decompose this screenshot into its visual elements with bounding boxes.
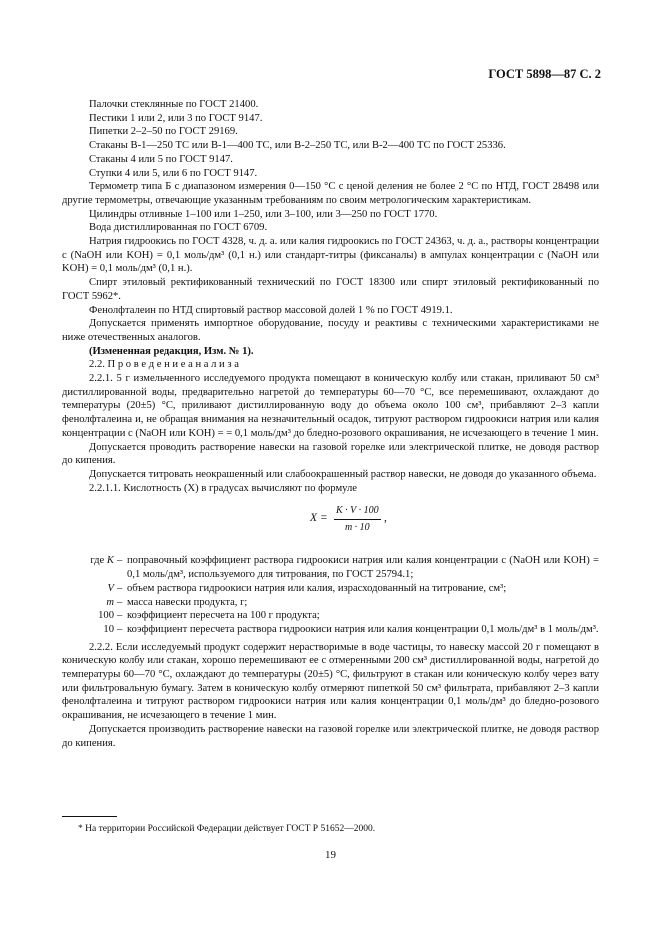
paragraph: Пипетки 2–2–50 по ГОСТ 29169. xyxy=(89,126,238,138)
running-header: ГОСТ 5898—87 С. 2 xyxy=(488,67,601,81)
paragraph: Термометр типа Б с диапазоном измерения 0—150 °С с ценой деления не более 2 °С по НТД, ГОСТ 28498 или другие термометры, отвечающие указанным требованиям по своим метрологическим характеристикам. xyxy=(62,181,599,206)
body-text xyxy=(62,98,599,750)
paragraph: Пестики 1 или 2, или 3 по ГОСТ 9147. xyxy=(89,112,263,124)
definition-symbol: V xyxy=(107,582,114,594)
definition-text: коэффициент пересчета на 100 г продукта; xyxy=(127,610,320,622)
page-number: 19 xyxy=(325,849,336,861)
formula-lhs: X = xyxy=(310,512,328,525)
definition-text: масса навески продукта, г; xyxy=(127,596,248,608)
definition-text: объем раствора гидроокиси натрия или калия, израсходованный на титрование, см³; xyxy=(127,582,507,594)
section-heading: 2.2. П р о в е д е н и е а н а л и з а xyxy=(89,359,239,371)
paragraph: Допускается производить растворение навески на газовой горелке или электрической плитке, не доводя раствор до кипения. xyxy=(62,723,599,749)
paragraph: Вода дистиллированная по ГОСТ 6709. xyxy=(89,222,268,234)
definition-symbol: m xyxy=(106,596,114,608)
definition-text: поправочный коэффициент раствора гидроокиси натрия или калия концентрации c (NaOH или KOH) = 0,1 моль/дм³, используемого для титрования, по ГОСТ 25794.1; xyxy=(127,555,599,581)
paragraph: Цилиндры отливные 1–100 или 1–250, или 3–100, или 3—250 по ГОСТ 1770. xyxy=(89,208,438,220)
definition-text: коэффициент пересчета раствора гидроокиси натрия или калия концентрации 0,1 моль/дм³ в 1 моль/дм³. xyxy=(127,623,599,635)
paragraph: Стаканы 4 или 5 по ГОСТ 9147. xyxy=(89,153,233,165)
paragraph: Стаканы В-1—250 ТС или В-1—400 ТС, или В-2–250 ТС, или В-2—400 ТС по ГОСТ 25336. xyxy=(89,140,506,152)
formula-fraction xyxy=(334,504,381,534)
definitions-list xyxy=(62,554,599,636)
paragraph: Палочки стеклянные по ГОСТ 21400. xyxy=(89,99,259,110)
definition-symbol: 10 xyxy=(103,623,114,635)
amendment-note: (Измененная редакция, Изм. № 1). xyxy=(89,345,254,357)
definition-row: V – объем раствора гидроокиси натрия или калия, израсходованный на титрование, см³; xyxy=(62,582,599,596)
paragraph: 2.2.2. Если исследуемый продукт содержит нерастворимые в воде частицы, то навеску массой 20 г помещают в коническую колбу или стакан, хорошо перемешивают ее с отмеренными 200 см³ дистиллированной воды, нагретой до температуры 60—70 °С, охлаждают до температуры (20±5) °С, фильтруют в стакан или коническую колбу через вату или фильтровальную бумагу. Затем в коническую колбу отмеряют пипеткой 50 см³ фильтрата, прибавляют 2–3 капли фенолфталеина и титруют раствором гидроокиси натрия или калия концентрации 0,1 моль/дм³ до бледно-розового окрашивания, не исчезающего в течение 1 мин. xyxy=(62,641,599,722)
paragraph: 2.2.1. 5 г измельченного исследуемого продукта помещают в коническую колбу или стакан, приливают 50 см³ дистиллированной воды, предварительно нагретой до температуры 60—70 °С, все перемешивают, охлаждают до температуры (20±5) °С, приливают дистиллированную воду до объема около 100 см³, прибавляют 2–3 капли фенолфталеина и, не обращая внимания на незначительный осадок, титруют раствором гидроокиси натрия или калия концентрации c (NaOH или KOH) = = 0,1 моль/дм³ до бледно-розового окрашивания, не исчезающего в течение 1 мин. xyxy=(62,373,599,439)
footnote-separator xyxy=(62,816,117,817)
paragraph: Спирт этиловый ректификованный технический по ГОСТ 18300 или спирт этиловый ректификованный по ГОСТ 5962*. xyxy=(62,277,599,302)
paragraph: Допускается титровать неокрашенный или слабоокрашенный раствор навески, не доводя до указанного объема. xyxy=(89,468,597,480)
definition-row: где K – поправочный коэффициент раствора гидроокиси натрия или калия концентрации c (NaOH или KOH) = 0,1 моль/дм³, используемого для титрования, по ГОСТ 25794.1; xyxy=(62,554,599,581)
formula-denominator: m · 10 xyxy=(344,522,370,534)
definition-row: 100 – коэффициент пересчета на 100 г продукта; xyxy=(62,609,599,623)
formula xyxy=(62,505,599,542)
definition-where: где K xyxy=(90,555,114,567)
paragraph: Фенолфталеин по НТД спиртовый раствор массовой долей 1 % по ГОСТ 4919.1. xyxy=(89,304,453,316)
formula-tail: , xyxy=(384,512,387,525)
paragraph: Ступки 4 или 5, или 6 по ГОСТ 9147. xyxy=(89,167,258,179)
paragraph: Натрия гидроокись по ГОСТ 4328, ч. д. а. или калия гидроокись по ГОСТ 24363, ч. д. а., растворы концентрации c (NaOH или KOH) = 0,1 моль/дм³ (0,1 н.) или стандарт-титры (фиксаналы) в ампулах концентрации c (NaOH или KOH) = 0,1 моль/дм³ (0,1 н.). xyxy=(62,236,599,275)
definition-row: m – масса навески продукта, г; xyxy=(62,596,599,610)
definition-row: 10 – коэффициент пересчета раствора гидроокиси натрия или калия концентрации 0,1 моль/дм³ в 1 моль/дм³. xyxy=(62,623,599,637)
paragraph: 2.2.1.1. Кислотность (X) в градусах вычисляют по формуле xyxy=(89,482,357,494)
paragraph: Допускается применять импортное оборудование, посуду и реактивы с техническими характеристиками не ниже отечественных аналогов. xyxy=(62,318,599,343)
formula-numerator: K · V · 100 xyxy=(334,504,381,520)
definition-symbol: 100 xyxy=(98,610,114,622)
footnote: * На территории Российской Федерации действует ГОСТ Р 51652—2000. xyxy=(78,824,376,834)
paragraph: Допускается проводить растворение навески на газовой горелке или электрической плитке, не доводя раствор до кипения. xyxy=(62,441,599,467)
